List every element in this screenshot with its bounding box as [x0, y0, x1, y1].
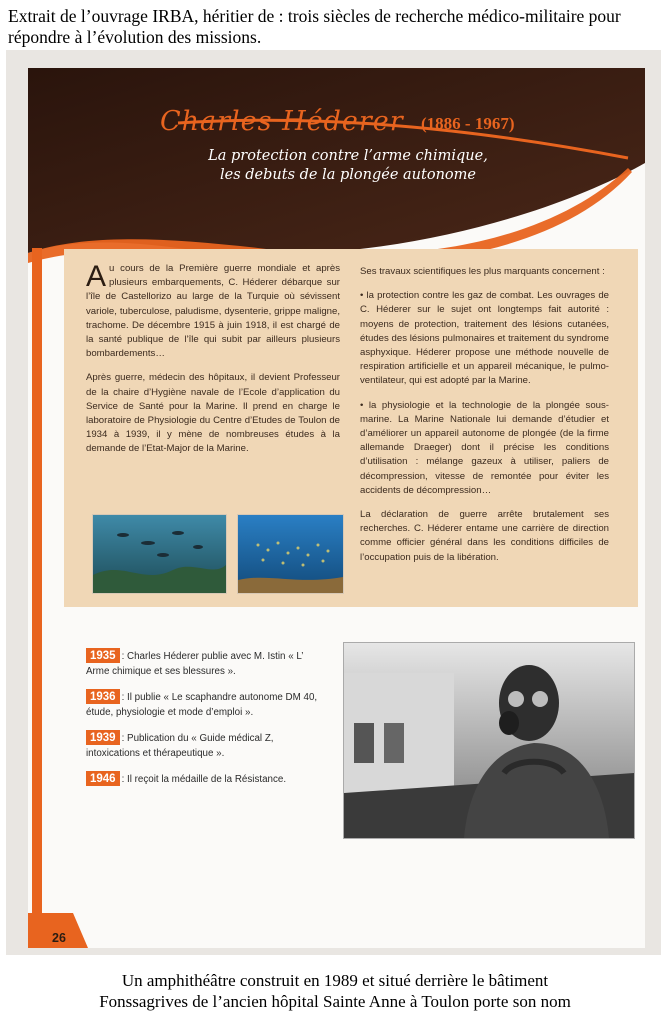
paragraph-castellorizo: [86, 262, 340, 361]
timeline-text: : Il reçoit la médaille de la Résistance.: [121, 774, 287, 785]
timeline-text: : Charles Héderer publie avec M. Istin « L’ Arme chimique et ses blessures ».: [86, 651, 304, 677]
year-badge: 1939: [86, 730, 120, 745]
timeline-text: : Il publie « Le scaphandre autonome DM 40, étude, physiologie et mode d’emploi ».: [86, 692, 318, 718]
page-corner-tab: [28, 913, 108, 948]
research-conclusion: La déclaration de guerre arrête brutalement ses recherches. C. Héderer entame une carrière de direction comme officier général dans les conditions difficiles de l’occupation puis de la libération.: [360, 509, 609, 563]
research-intro: Ses travaux scientifiques les plus marquants concernent :: [360, 266, 605, 277]
subtitle-line-1: La protection contre l’arme chimique,: [208, 148, 488, 164]
timeline-text: : Publication du « Guide médical Z, intoxications et thérapeutique ».: [86, 733, 274, 759]
paragraph-text: u cours de la Première guerre mondiale et après plusieurs embarquements, C. Héderer débarque sur l’île de Castellorizo au large de la Turquie où sévissent variole, tuberculose, paludisme, dysenterie, grippe maligne, trachome. De décembre 1915 à juin 1918, il est chargé de la santé publique de l’île qui subit par ailleurs plusieurs bombardements…: [86, 263, 340, 360]
drop-cap: A: [86, 260, 107, 293]
year-badge: 1946: [86, 771, 120, 786]
left-column: [86, 262, 340, 467]
title-years: (1886 - 1967): [421, 114, 515, 133]
paragraph-after-war: Après guerre, médecin des hôpitaux, il devient Professeur de la chaire d’Hygiène navale de l’Ecole d’application du Service de Santé pour la Marine. Il prend en charge le laboratoire de Physiologie du Centre d’Etudes de Toulon de 1934 à 1939, il y mène de nombreuses études à la demande de l’Etat-Major de la Marine.: [86, 372, 340, 455]
research-bullet-gas: • la protection contre les gaz de combat. Les ouvrages de C. Héderer sur le sujet ont longtemps fait autorité : moyens de protection, traitement des lésions cutanées, études des lésions pulmonaires et traitement du syndrome asphyxique. Héderer propose une méthode nouvelle de respiration artificielle et un appareil mécanique, le pulmo-ventilateur, qui est adopté par la Marine.: [360, 290, 609, 387]
timeline: [86, 648, 326, 797]
underwater-fish-photo: [92, 514, 227, 594]
bottom-caption-line-2: Fonssagrives de l’ancien hôpital Sainte Anne à Toulon porte son nom: [99, 992, 571, 1011]
side-stripe: [28, 248, 50, 948]
bottom-caption: [40, 970, 630, 1012]
page-number: 26: [52, 931, 66, 945]
book-page: [28, 68, 645, 948]
fish-school-photo: [237, 514, 344, 594]
timeline-item: [86, 648, 326, 679]
timeline-item: [86, 771, 326, 787]
subtitle-line-2: les debuts de la plongée autonome: [220, 167, 476, 183]
research-bullet-diving: • la physiologie et la technologie de la plongée sous-marine. La Marine Nationale lui demande d’étudier et d’améliorer un appareil autonome de plongée (de la firme allemande Draeger) dont il précise les conditions d’utilisation : mélange gazeux à utiliser, paliers de décompression, vitesse de remontée pour éviter les accidents de décompression…: [360, 399, 609, 496]
page-subtitle: [168, 147, 528, 185]
gas-mask-soldier-photo: [343, 642, 635, 839]
timeline-item: [86, 730, 326, 761]
bottom-caption-line-1: Un amphithéâtre construit en 1989 et situé derrière le bâtiment: [121, 971, 549, 990]
top-caption: Extrait de l’ouvrage IRBA, héritier de : trois siècles de recherche médico-militaire pour répondre à l’évolution des missions.: [8, 6, 621, 47]
year-badge: 1935: [86, 648, 120, 663]
year-badge: 1936: [86, 689, 120, 704]
timeline-item: [86, 689, 326, 720]
right-column: [360, 265, 609, 575]
page-title: Charles Héderer: [160, 106, 404, 137]
